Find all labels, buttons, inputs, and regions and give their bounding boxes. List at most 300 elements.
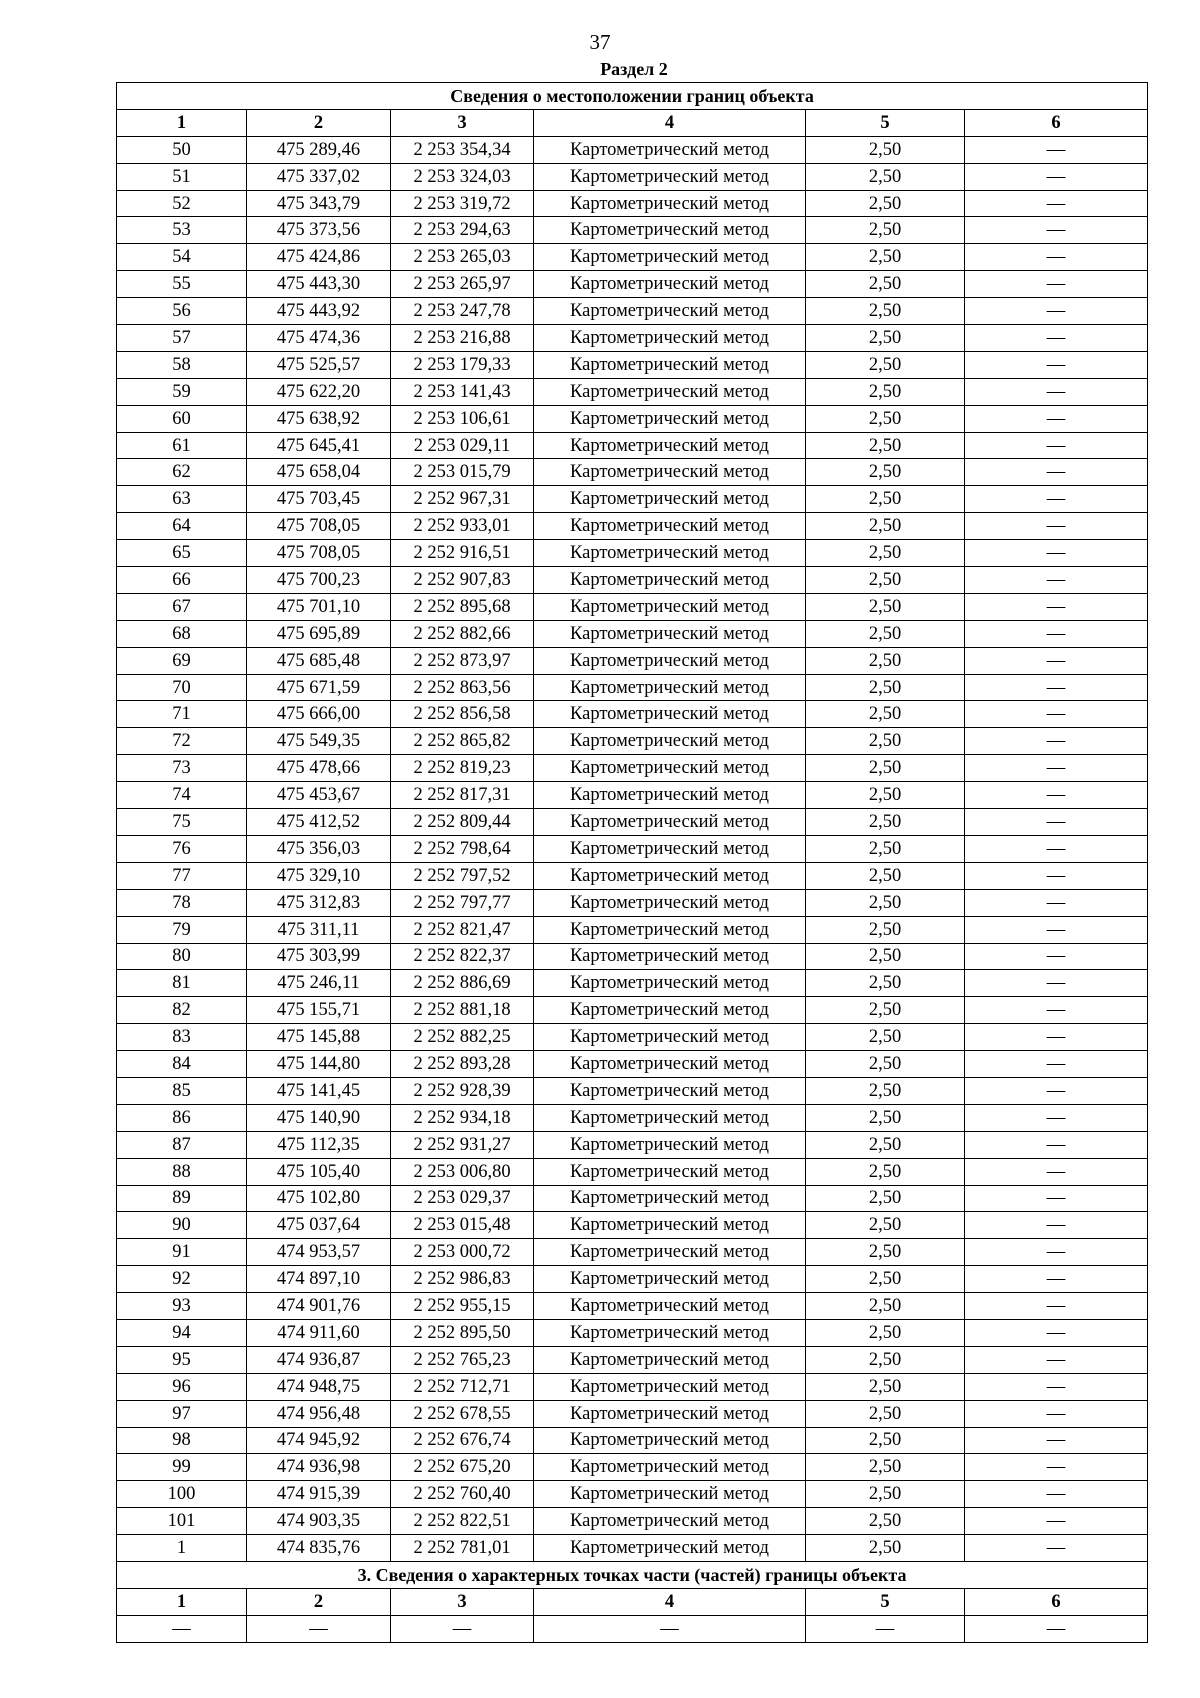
table-cell: 2,50 <box>806 1373 965 1400</box>
table-cell: 475 337,02 <box>247 163 391 190</box>
table-cell: 77 <box>117 862 247 889</box>
table-cell: 2 <box>247 109 391 136</box>
table-cell: 475 701,10 <box>247 593 391 620</box>
table-row <box>117 325 1148 352</box>
table-cell: Картометрический метод <box>534 271 806 298</box>
table-cell: Картометрический метод <box>534 378 806 405</box>
table-row <box>117 405 1148 432</box>
table-cell: 2 252 856,58 <box>391 701 534 728</box>
table-row <box>117 1427 1148 1454</box>
table-row <box>117 970 1148 997</box>
table-cell: — <box>965 1373 1148 1400</box>
table-cell: 2,50 <box>806 1535 965 1562</box>
table-cell: Картометрический метод <box>534 701 806 728</box>
table-cell: 2 253 000,72 <box>391 1239 534 1266</box>
table-cell: 2,50 <box>806 1508 965 1535</box>
table-cell: 474 903,35 <box>247 1508 391 1535</box>
table-row <box>117 244 1148 271</box>
table-row <box>117 862 1148 889</box>
table-cell: 2,50 <box>806 1400 965 1427</box>
table-row <box>117 647 1148 674</box>
table-cell: 1 <box>117 1535 247 1562</box>
table-row <box>117 620 1148 647</box>
table-row <box>117 1373 1148 1400</box>
table-cell: 2 253 319,72 <box>391 190 534 217</box>
table-cell: 96 <box>117 1373 247 1400</box>
table-cell: 2 252 955,15 <box>391 1293 534 1320</box>
table-cell: 2,50 <box>806 540 965 567</box>
table-cell: 474 911,60 <box>247 1319 391 1346</box>
table-row <box>117 190 1148 217</box>
table-cell: — <box>965 1131 1148 1158</box>
table-title-cell: Сведения о местоположении границ объекта <box>117 83 1148 110</box>
subsection-title-cell: 3. Сведения о характерных точках части (частей) границы объекта <box>117 1561 1148 1588</box>
table-cell: 4 <box>534 1588 806 1615</box>
table-row <box>117 1293 1148 1320</box>
table-row <box>117 378 1148 405</box>
table-cell: 2 252 797,52 <box>391 862 534 889</box>
table-cell: 2 252 907,83 <box>391 567 534 594</box>
table-cell: — <box>965 1212 1148 1239</box>
table-cell: Картометрический метод <box>534 728 806 755</box>
table-row <box>117 540 1148 567</box>
table-row <box>117 1508 1148 1535</box>
table-cell: Картометрический метод <box>534 916 806 943</box>
table-cell: 2,50 <box>806 567 965 594</box>
table-cell: Картометрический метод <box>534 1400 806 1427</box>
table-cell: 475 658,04 <box>247 459 391 486</box>
table-cell: 475 443,92 <box>247 298 391 325</box>
table-cell: 2 253 265,03 <box>391 244 534 271</box>
table-row <box>117 271 1148 298</box>
table-cell: 6 <box>965 109 1148 136</box>
table-row <box>117 513 1148 540</box>
page-number: 37 <box>589 30 611 54</box>
table-cell: 475 246,11 <box>247 970 391 997</box>
table-cell: 474 948,75 <box>247 1373 391 1400</box>
table-cell: 55 <box>117 271 247 298</box>
section-label: Раздел 2 <box>600 59 668 79</box>
table-cell: — <box>965 351 1148 378</box>
table-cell: 88 <box>117 1158 247 1185</box>
table-cell: — <box>965 809 1148 836</box>
table-cell: 474 936,87 <box>247 1346 391 1373</box>
table-cell: 2,50 <box>806 889 965 916</box>
table-cell: 2,50 <box>806 351 965 378</box>
table-cell: — <box>965 378 1148 405</box>
table-cell: 2 252 676,74 <box>391 1427 534 1454</box>
table-cell: 80 <box>117 943 247 970</box>
table-cell: 2 252 809,44 <box>391 809 534 836</box>
table-row <box>117 755 1148 782</box>
table-cell: 2,50 <box>806 432 965 459</box>
table-cell: 62 <box>117 459 247 486</box>
table-cell: — <box>965 217 1148 244</box>
table-cell: 475 443,30 <box>247 271 391 298</box>
table-cell: 101 <box>117 1508 247 1535</box>
table-row <box>117 916 1148 943</box>
table-cell: 2 252 678,55 <box>391 1400 534 1427</box>
table-cell: 2,50 <box>806 405 965 432</box>
table-cell: Картометрический метод <box>534 405 806 432</box>
table-cell: 78 <box>117 889 247 916</box>
table-row <box>117 1051 1148 1078</box>
table-row <box>117 459 1148 486</box>
table-cell: Картометрический метод <box>534 782 806 809</box>
table-cell: — <box>965 1185 1148 1212</box>
table-cell: — <box>965 728 1148 755</box>
table-cell: Картометрический метод <box>534 1508 806 1535</box>
table-cell: 79 <box>117 916 247 943</box>
table-cell: 2 253 294,63 <box>391 217 534 244</box>
table-cell: 474 901,76 <box>247 1293 391 1320</box>
table-cell: 2 252 928,39 <box>391 1077 534 1104</box>
table-cell: — <box>965 1481 1148 1508</box>
table-cell: 475 525,57 <box>247 351 391 378</box>
table-cell: 2,50 <box>806 782 965 809</box>
table-cell: 61 <box>117 432 247 459</box>
table-cell: 2 252 760,40 <box>391 1481 534 1508</box>
table-cell: 2,50 <box>806 647 965 674</box>
table-cell: 2 252 882,25 <box>391 1024 534 1051</box>
table-cell: 474 835,76 <box>247 1535 391 1562</box>
table-row <box>117 1077 1148 1104</box>
table-cell: 97 <box>117 1400 247 1427</box>
table-cell: Картометрический метод <box>534 513 806 540</box>
table-cell: 66 <box>117 567 247 594</box>
table-cell: — <box>534 1615 806 1642</box>
table-row <box>117 1024 1148 1051</box>
table-cell: 69 <box>117 647 247 674</box>
table-cell: — <box>965 620 1148 647</box>
table-cell: 475 373,56 <box>247 217 391 244</box>
table-row <box>117 997 1148 1024</box>
table-cell: Картометрический метод <box>534 862 806 889</box>
table-cell: Картометрический метод <box>534 1239 806 1266</box>
table-cell: Картометрический метод <box>534 943 806 970</box>
table-cell: Картометрический метод <box>534 674 806 701</box>
table-row <box>117 809 1148 836</box>
table-cell: 474 936,98 <box>247 1454 391 1481</box>
table-cell: 87 <box>117 1131 247 1158</box>
table-cell: Картометрический метод <box>534 244 806 271</box>
table-cell: 2 252 675,20 <box>391 1454 534 1481</box>
table-cell: 2,50 <box>806 1427 965 1454</box>
table-cell: 100 <box>117 1481 247 1508</box>
table-cell: Картометрический метод <box>534 1454 806 1481</box>
table-cell: Картометрический метод <box>534 647 806 674</box>
table-cell: 3 <box>391 1588 534 1615</box>
table-row <box>117 943 1148 970</box>
table-cell: 2,50 <box>806 1104 965 1131</box>
boundary-table <box>116 82 1148 1643</box>
table-cell: 2,50 <box>806 1454 965 1481</box>
table-cell: 2,50 <box>806 136 965 163</box>
table-cell: 73 <box>117 755 247 782</box>
table-cell: — <box>965 1293 1148 1320</box>
table-cell: 475 343,79 <box>247 190 391 217</box>
table-cell: 2 252 865,82 <box>391 728 534 755</box>
table-row <box>117 1319 1148 1346</box>
table-cell: 2 252 863,56 <box>391 674 534 701</box>
table-row <box>117 217 1148 244</box>
table-cell: 2,50 <box>806 1239 965 1266</box>
table-cell: 2 252 873,97 <box>391 647 534 674</box>
table-cell: 72 <box>117 728 247 755</box>
table-cell: 5 <box>806 109 965 136</box>
table-cell: — <box>965 674 1148 701</box>
table-cell: 2,50 <box>806 1293 965 1320</box>
table-cell: 475 666,00 <box>247 701 391 728</box>
table-cell: — <box>965 889 1148 916</box>
table-cell: 2 253 106,61 <box>391 405 534 432</box>
table-row <box>117 1185 1148 1212</box>
table-cell: Картометрический метод <box>534 325 806 352</box>
table-cell: Картометрический метод <box>534 1212 806 1239</box>
table-cell: 2,50 <box>806 728 965 755</box>
table-cell: 2 253 324,03 <box>391 163 534 190</box>
table-cell: Картометрический метод <box>534 540 806 567</box>
table-cell: 475 549,35 <box>247 728 391 755</box>
table-cell: — <box>965 1104 1148 1131</box>
table-cell: 2 252 797,77 <box>391 889 534 916</box>
table-cell: — <box>965 190 1148 217</box>
table-cell: — <box>965 540 1148 567</box>
table-cell: 68 <box>117 620 247 647</box>
table-cell: 2,50 <box>806 1212 965 1239</box>
table-cell: — <box>965 513 1148 540</box>
table-cell: Картометрический метод <box>534 1104 806 1131</box>
table-cell: 85 <box>117 1077 247 1104</box>
table-cell: 2,50 <box>806 1077 965 1104</box>
table-cell: Картометрический метод <box>534 351 806 378</box>
table-cell: 51 <box>117 163 247 190</box>
table-cell: 71 <box>117 701 247 728</box>
table-cell: 2 252 822,37 <box>391 943 534 970</box>
table-cell: 2 <box>247 1588 391 1615</box>
table-row <box>117 1615 1148 1642</box>
table-cell: Картометрический метод <box>534 1051 806 1078</box>
table-row <box>117 728 1148 755</box>
table-cell: 474 897,10 <box>247 1266 391 1293</box>
table-row <box>117 1535 1148 1562</box>
table-cell: 76 <box>117 835 247 862</box>
table-cell: 2,50 <box>806 943 965 970</box>
table-cell: 2 253 265,97 <box>391 271 534 298</box>
table-cell: — <box>965 1427 1148 1454</box>
table-cell: 56 <box>117 298 247 325</box>
table-cell: Картометрический метод <box>534 970 806 997</box>
table-cell: 67 <box>117 593 247 620</box>
table-cell: 475 478,66 <box>247 755 391 782</box>
table-row <box>117 567 1148 594</box>
table-cell: 2 252 967,31 <box>391 486 534 513</box>
table-cell: 2,50 <box>806 459 965 486</box>
table-cell: — <box>247 1615 391 1642</box>
table-cell: 475 311,11 <box>247 916 391 943</box>
table-cell: 2,50 <box>806 835 965 862</box>
table-cell: 475 144,80 <box>247 1051 391 1078</box>
column-number-row <box>117 1588 1148 1615</box>
table-row <box>117 1239 1148 1266</box>
table-cell: 2,50 <box>806 1185 965 1212</box>
table-cell: 1 <box>117 1588 247 1615</box>
table-cell: 2 252 765,23 <box>391 1346 534 1373</box>
table-cell: 2 253 015,48 <box>391 1212 534 1239</box>
table-cell: Картометрический метод <box>534 1346 806 1373</box>
table-cell: — <box>965 1266 1148 1293</box>
table-cell: 2 252 712,71 <box>391 1373 534 1400</box>
table-cell: 98 <box>117 1427 247 1454</box>
table-row <box>117 432 1148 459</box>
table-cell: 475 112,35 <box>247 1131 391 1158</box>
table-row <box>117 889 1148 916</box>
table-cell: 2,50 <box>806 593 965 620</box>
table-cell: 52 <box>117 190 247 217</box>
table-cell: 99 <box>117 1454 247 1481</box>
table-cell: 2 252 934,18 <box>391 1104 534 1131</box>
table-cell: — <box>965 432 1148 459</box>
table-cell: — <box>806 1615 965 1642</box>
table-cell: 2 253 015,79 <box>391 459 534 486</box>
table-cell: 50 <box>117 136 247 163</box>
table-cell: 2,50 <box>806 190 965 217</box>
table-cell: 2,50 <box>806 1051 965 1078</box>
table-cell: 2,50 <box>806 1131 965 1158</box>
table-cell: 475 356,03 <box>247 835 391 862</box>
table-cell: — <box>965 1024 1148 1051</box>
table-cell: 475 424,86 <box>247 244 391 271</box>
table-cell: 475 037,64 <box>247 1212 391 1239</box>
table-cell: 475 695,89 <box>247 620 391 647</box>
table-cell: 2 252 781,01 <box>391 1535 534 1562</box>
table-row <box>117 835 1148 862</box>
table-cell: Картометрический метод <box>534 593 806 620</box>
table-cell: 2 253 006,80 <box>391 1158 534 1185</box>
table-cell: 91 <box>117 1239 247 1266</box>
table-cell: 2 253 029,37 <box>391 1185 534 1212</box>
table-cell: 65 <box>117 540 247 567</box>
table-cell: 475 474,36 <box>247 325 391 352</box>
table-cell: 2,50 <box>806 1158 965 1185</box>
table-cell: — <box>391 1615 534 1642</box>
table-cell: 84 <box>117 1051 247 1078</box>
table-cell: 81 <box>117 970 247 997</box>
table-cell: — <box>965 1239 1148 1266</box>
table-cell: 2,50 <box>806 244 965 271</box>
table-cell: 53 <box>117 217 247 244</box>
table-cell: 2 252 895,68 <box>391 593 534 620</box>
table-cell: 475 289,46 <box>247 136 391 163</box>
table-row <box>117 1158 1148 1185</box>
table-row <box>117 136 1148 163</box>
table-cell: 94 <box>117 1319 247 1346</box>
table-cell: — <box>965 486 1148 513</box>
table-cell: 2,50 <box>806 1319 965 1346</box>
table-cell: — <box>965 244 1148 271</box>
table-cell: 2 252 986,83 <box>391 1266 534 1293</box>
table-cell: Картометрический метод <box>534 432 806 459</box>
table-cell: — <box>965 1615 1148 1642</box>
table-cell: Картометрический метод <box>534 1158 806 1185</box>
table-cell: 475 102,80 <box>247 1185 391 1212</box>
table-cell: 5 <box>806 1588 965 1615</box>
table-cell: 475 303,99 <box>247 943 391 970</box>
table-cell: 2 252 798,64 <box>391 835 534 862</box>
table-cell: Картометрический метод <box>534 997 806 1024</box>
table-cell: 475 671,59 <box>247 674 391 701</box>
table-cell: 75 <box>117 809 247 836</box>
table-cell: Картометрический метод <box>534 1319 806 1346</box>
table-cell: 475 329,10 <box>247 862 391 889</box>
table-cell: 60 <box>117 405 247 432</box>
table-cell: Картометрический метод <box>534 1185 806 1212</box>
table-cell: 2,50 <box>806 997 965 1024</box>
table-cell: Картометрический метод <box>534 459 806 486</box>
table-cell: 93 <box>117 1293 247 1320</box>
table-cell: 59 <box>117 378 247 405</box>
table-cell: 2 252 916,51 <box>391 540 534 567</box>
subsection-title <box>117 1561 1148 1588</box>
table-cell: Картометрический метод <box>534 1373 806 1400</box>
table-cell: — <box>965 701 1148 728</box>
table-cell: 2 252 819,23 <box>391 755 534 782</box>
table-cell: — <box>965 1319 1148 1346</box>
table-cell: 64 <box>117 513 247 540</box>
table-cell: 90 <box>117 1212 247 1239</box>
table-cell: — <box>965 835 1148 862</box>
table-cell: 92 <box>117 1266 247 1293</box>
table-cell: — <box>965 567 1148 594</box>
table-cell: 2,50 <box>806 325 965 352</box>
table-cell: 2 253 179,33 <box>391 351 534 378</box>
table-cell: 70 <box>117 674 247 701</box>
table-cell: — <box>965 1535 1148 1562</box>
table-cell: 474 953,57 <box>247 1239 391 1266</box>
table-cell: 2,50 <box>806 701 965 728</box>
table-cell: Картометрический метод <box>534 1427 806 1454</box>
table-row <box>117 1346 1148 1373</box>
table-cell: — <box>965 1158 1148 1185</box>
table-cell: 1 <box>117 109 247 136</box>
table-cell: 2 252 821,47 <box>391 916 534 943</box>
table-cell: Картометрический метод <box>534 163 806 190</box>
table-cell: 4 <box>534 109 806 136</box>
table-cell: 2 252 931,27 <box>391 1131 534 1158</box>
table-row <box>117 1131 1148 1158</box>
table-cell: 475 453,67 <box>247 782 391 809</box>
table-cell: 2 253 247,78 <box>391 298 534 325</box>
table-cell: 2 253 216,88 <box>391 325 534 352</box>
table-row <box>117 1212 1148 1239</box>
table-cell: 2,50 <box>806 674 965 701</box>
table-row <box>117 782 1148 809</box>
table-cell: 475 700,23 <box>247 567 391 594</box>
table-row <box>117 1266 1148 1293</box>
table-cell: 2,50 <box>806 1266 965 1293</box>
table-cell: 475 145,88 <box>247 1024 391 1051</box>
table-cell: 2 252 882,66 <box>391 620 534 647</box>
table-cell: 2 253 141,43 <box>391 378 534 405</box>
table-cell: 74 <box>117 782 247 809</box>
table-cell: — <box>965 593 1148 620</box>
table-cell: — <box>965 1508 1148 1535</box>
table-cell: 2,50 <box>806 1481 965 1508</box>
table-cell: 95 <box>117 1346 247 1373</box>
table-cell: — <box>965 1077 1148 1104</box>
table-row <box>117 486 1148 513</box>
table-cell: 475 638,92 <box>247 405 391 432</box>
